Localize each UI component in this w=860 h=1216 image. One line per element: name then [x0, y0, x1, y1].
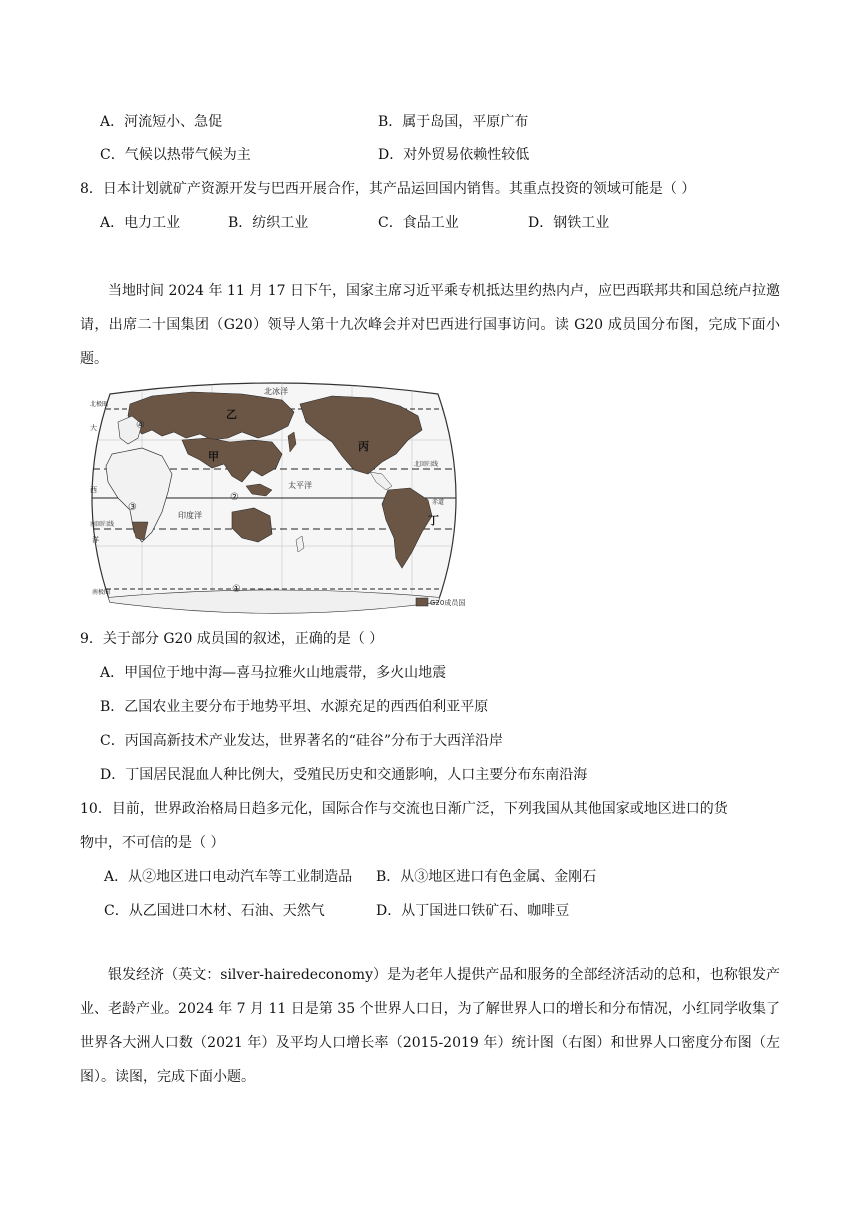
label-indian: 印度洋: [178, 511, 202, 520]
label-equator: 赤道: [432, 499, 445, 506]
q10-option-c: C．从乙国进口木材、石油、天然气: [104, 903, 325, 919]
q9-option-d: D．丁国居民混血人种比例大，受殖民历史和交通影响，人口主要分布东南沿海: [100, 767, 588, 783]
label-region-4: ④: [136, 420, 145, 431]
q7-option-d: D．对外贸易依赖性较低: [378, 147, 530, 163]
q10-option-b: B．从③地区进口有色金属、金刚石: [376, 869, 597, 885]
q7-option-b: B．属于岛国，平原广布: [378, 114, 529, 130]
q8-option-c: C．食品工业: [378, 215, 459, 231]
q7-option-a: A．河流短小、急促: [100, 114, 223, 130]
label-ding: 丁: [428, 514, 439, 527]
q9-option-a: A．甲国位于地中海—喜马拉雅火山地震带，多火山地震: [100, 665, 447, 681]
label-tropic-north: 北回归线: [414, 461, 439, 468]
label-antarctic-circle: 南极圈: [92, 589, 111, 596]
q10-stem-line1: 10．目前，世界政治格局日趋多元化，国际合作与交流也日渐广泛，下列我国从其他国家或地区进口的货: [80, 801, 728, 817]
label-arctic-circle: 北极圈: [90, 401, 109, 408]
q8-option-a: A．电力工业: [100, 215, 181, 231]
passage-silver-economy: 银发经济（英文：silver-hairedeconomy）是为老年人提供产品和服务的全部经济活动的总和，也称银发产业、老龄产业。2024 年 7 月 11 日是第 35 个世界人口日，为了解世界人口的增长和分布情况，小红同学收集了世界各大洲人口数（2021 年）及平均人口增长率（2015-2019 年）统计图（右图）和世界人口密度分布图（左图）。读图，完成下面小题。: [80, 967, 780, 1085]
label-region-3: ③: [128, 502, 137, 513]
label-region-2: ②: [230, 492, 239, 503]
label-tropic-south: 南回归线: [90, 521, 115, 528]
q9-option-c: C．丙国高新技术产业发达，世界著名的“硅谷”分布于大西洋沿岸: [100, 733, 504, 749]
q7-option-c: C．气候以热带气候为主: [100, 147, 251, 163]
q8-stem: 8．日本计划就矿产资源开发与巴西开展合作，其产品运回国内销售。其重点投资的领域可能是（ ）: [80, 181, 696, 197]
q8-option-b: B．纺织工业: [228, 215, 309, 231]
label-big: 大: [90, 424, 97, 432]
q8-option-d: D．钢铁工业: [528, 215, 610, 231]
q10-option-d: D．从丁国进口铁矿石、咖啡豆: [376, 903, 570, 919]
label-pacific: 太平洋: [288, 481, 312, 490]
q9-stem: 9．关于部分 G20 成员国的叙述，正确的是（ ）: [80, 631, 384, 647]
g20-world-map: [82, 382, 466, 614]
map-legend: [416, 598, 465, 607]
label-ocean: 洋: [92, 536, 99, 544]
label-region-1: ①: [232, 584, 241, 595]
label-west: 西: [90, 486, 97, 494]
legend-label: G20成员国: [430, 599, 466, 607]
q10-stem-line2: 物中，不可信的是（ ）: [80, 835, 225, 851]
q9-option-b: B．乙国农业主要分布于地势平坦、水源充足的西西伯利亚平原: [100, 699, 489, 715]
q10-option-a: A．从②地区进口电动汽车等工业制造品: [104, 869, 353, 885]
label-north-ocean: 北冰洋: [264, 387, 288, 396]
passage-g20: 当地时间 2024 年 11 月 17 日下午，国家主席习近平乘专机抵达里约热内卢，应巴西联邦共和国总统卢拉邀请，出席二十国集团（G20）领导人第十九次峰会并对巴西进行国事访问。读 G20 成员国分布图，完成下面小题。: [80, 283, 780, 367]
label-yi: 乙: [226, 408, 237, 421]
label-jia: 甲: [208, 450, 219, 463]
label-bing: 丙: [358, 440, 369, 453]
